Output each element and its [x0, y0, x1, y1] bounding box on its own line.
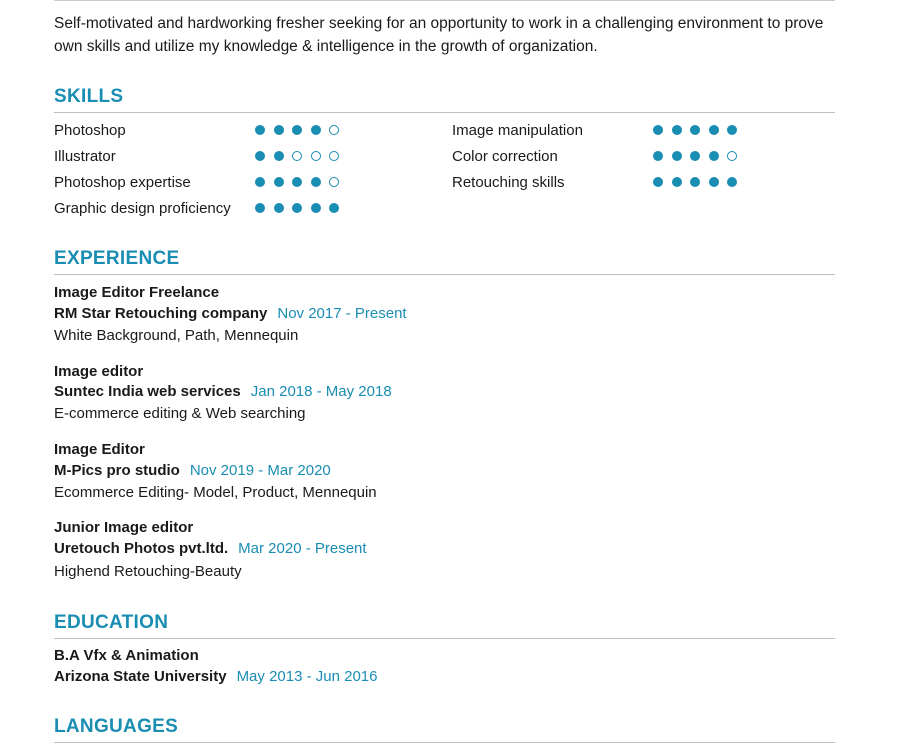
skill-name: Image manipulation — [452, 122, 583, 139]
job-dates: Jan 2018 - May 2018 — [250, 383, 392, 400]
job-dates: Mar 2020 - Present — [238, 540, 367, 557]
skill-row — [54, 172, 374, 194]
rating-dot-empty — [311, 151, 321, 161]
job-company: M-Pics pro studio — [54, 462, 180, 479]
skill-row — [54, 146, 374, 168]
skills-heading: SKILLS — [54, 86, 124, 107]
skill-name: Graphic design proficiency — [54, 200, 231, 217]
rating-dot-filled — [311, 203, 321, 213]
skill-rating — [653, 151, 737, 161]
summary-text: Self-motivated and hardworking fresher seeking for an opportunity to work in a challenging environment to prove own skills and utilize my knowledge & intelligence in the growth of organization. — [54, 15, 824, 55]
rating-dot-filled — [727, 125, 737, 135]
skill-name: Illustrator — [54, 148, 116, 165]
skills-divider — [54, 112, 835, 113]
job-company-line — [54, 381, 392, 403]
rating-dot-filled — [709, 151, 719, 161]
rating-dot-filled — [653, 151, 663, 161]
experience-divider — [54, 274, 835, 275]
rating-dot-filled — [690, 151, 700, 161]
rating-dot-filled — [690, 125, 700, 135]
job-company-line — [54, 460, 331, 482]
rating-dot-filled — [672, 177, 682, 187]
rating-dot-filled — [709, 177, 719, 187]
rating-dot-filled — [274, 203, 284, 213]
rating-dot-filled — [672, 151, 682, 161]
languages-divider — [54, 742, 835, 743]
rating-dot-filled — [274, 125, 284, 135]
skill-rating — [255, 125, 339, 135]
job-dates: Nov 2017 - Present — [277, 305, 407, 322]
skill-row — [54, 198, 374, 220]
job-company: Uretouch Photos pvt.ltd. — [54, 540, 229, 557]
rating-dot-filled — [653, 125, 663, 135]
rating-dot-filled — [292, 125, 302, 135]
skill-row — [452, 120, 772, 142]
rating-dot-filled — [311, 125, 321, 135]
skill-row — [452, 146, 772, 168]
rating-dot-filled — [274, 177, 284, 187]
rating-dot-filled — [709, 125, 719, 135]
job-dates: Nov 2019 - Mar 2020 — [189, 462, 331, 479]
top-divider — [54, 0, 835, 1]
rating-dot-empty — [727, 151, 737, 161]
rating-dot-filled — [255, 151, 265, 161]
education-school-line — [54, 666, 378, 688]
job-title: Image editor — [54, 363, 144, 380]
rating-dot-filled — [690, 177, 700, 187]
rating-dot-filled — [329, 203, 339, 213]
skill-rating — [255, 177, 339, 187]
rating-dot-filled — [255, 177, 265, 187]
rating-dot-empty — [329, 177, 339, 187]
skill-row — [452, 172, 772, 194]
languages-heading: LANGUAGES — [54, 716, 179, 737]
rating-dot-empty — [292, 151, 302, 161]
job-company-line — [54, 538, 367, 560]
rating-dot-filled — [292, 203, 302, 213]
skill-rating — [653, 125, 737, 135]
rating-dot-filled — [292, 177, 302, 187]
rating-dot-filled — [255, 125, 265, 135]
rating-dot-empty — [329, 125, 339, 135]
job-title: Junior Image editor — [54, 519, 194, 536]
rating-dot-filled — [727, 177, 737, 187]
skill-rating — [255, 203, 339, 213]
job-company-line — [54, 303, 407, 325]
education-heading: EDUCATION — [54, 612, 169, 633]
skill-name: Retouching skills — [452, 174, 565, 191]
rating-dot-filled — [672, 125, 682, 135]
job-company: Suntec India web services — [54, 383, 241, 400]
skill-name: Photoshop expertise — [54, 174, 191, 191]
skill-name: Photoshop — [54, 122, 126, 139]
job-description: E-commerce editing & Web searching — [54, 405, 306, 422]
job-title: Image Editor Freelance — [54, 284, 220, 301]
skill-rating — [255, 151, 339, 161]
education-degree: B.A Vfx & Animation — [54, 647, 199, 664]
job-description: White Background, Path, Mennequin — [54, 327, 299, 344]
skill-rating — [653, 177, 737, 187]
education-school: Arizona State University — [54, 668, 227, 685]
experience-heading: EXPERIENCE — [54, 248, 180, 269]
job-description: Highend Retouching-Beauty — [54, 563, 242, 580]
job-company: RM Star Retouching company — [54, 305, 268, 322]
skill-row — [54, 120, 374, 142]
rating-dot-filled — [255, 203, 265, 213]
job-description: Ecommerce Editing- Model, Product, Mennequin — [54, 484, 377, 501]
education-divider — [54, 638, 835, 639]
rating-dot-filled — [653, 177, 663, 187]
rating-dot-filled — [274, 151, 284, 161]
education-dates: May 2013 - Jun 2016 — [236, 668, 378, 685]
rating-dot-empty — [329, 151, 339, 161]
rating-dot-filled — [311, 177, 321, 187]
skill-name: Color correction — [452, 148, 558, 165]
job-title: Image Editor — [54, 441, 145, 458]
